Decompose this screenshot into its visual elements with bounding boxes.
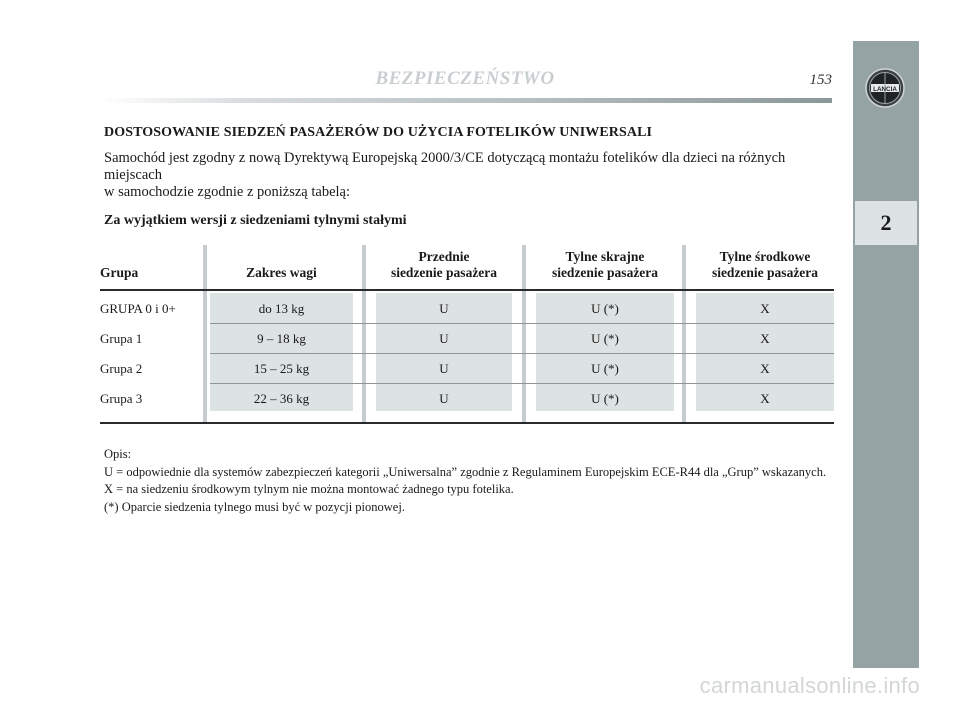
table-cell-rear-outer: U (*) bbox=[591, 361, 619, 376]
watermark: carmanualsonline.info bbox=[699, 673, 920, 698]
chapter-sidebar bbox=[853, 41, 919, 668]
header-rule bbox=[100, 98, 832, 103]
table-cell-rear-center: X bbox=[760, 301, 770, 316]
table-bottom-rule bbox=[100, 422, 834, 424]
intro-paragraph bbox=[104, 150, 834, 201]
table-cell-rear-outer: U (*) bbox=[591, 331, 619, 346]
chapter-number-tab: 2 bbox=[855, 201, 917, 245]
table-cell-front: U bbox=[439, 361, 449, 376]
table-cell-group: Grupa 2 bbox=[100, 361, 143, 376]
lancia-logo-icon bbox=[865, 68, 905, 108]
table-cell-weight: do 13 kg bbox=[258, 301, 305, 316]
table-cell-weight: 9 – 18 kg bbox=[257, 331, 306, 346]
column-separator bbox=[682, 245, 686, 422]
table-cell-rear-outer: U (*) bbox=[591, 301, 619, 316]
table-cell-front: U bbox=[439, 301, 449, 316]
note-u: U = odpowiednie dla systemów zabezpieczeń kategorii „Uniwersalna” zgodnie z Regulaminem Europejskim ECE-R44 dla „Grup” wskazanych. bbox=[104, 464, 827, 479]
table-cell-group: Grupa 3 bbox=[100, 391, 143, 406]
header-grupa: Grupa bbox=[100, 265, 139, 280]
intro-line: Samochód jest zgodny z nową Dyrektywą Europejską 2000/3/CE dotyczącą montażu fotelików dla dzieci na różnych miejscach bbox=[104, 150, 786, 183]
header-zakres-wagi: Zakres wagi bbox=[246, 265, 317, 280]
column-separator bbox=[203, 245, 207, 422]
row-separator bbox=[210, 383, 834, 384]
table-cell-group: Grupa 1 bbox=[100, 331, 143, 346]
column-separator bbox=[362, 245, 366, 422]
table-cell-weight: 22 – 36 kg bbox=[253, 391, 310, 406]
table-cell-rear-outer: U (*) bbox=[591, 391, 619, 406]
running-header-title: BEZPIECZEŃSTWO bbox=[375, 68, 555, 89]
table-cell-front: U bbox=[439, 331, 449, 346]
section-heading: DOSTOSOWANIE SIEDZEŃ PASAŻERÓW DO UŻYCIA FOTELIKÓW UNIWERSALI bbox=[104, 125, 653, 140]
header-przednie: Przednie siedzenie pasażera bbox=[390, 249, 498, 280]
row-separator bbox=[210, 323, 834, 324]
table-subheading: Za wyjątkiem wersji z siedzeniami tylnymi stałymi bbox=[104, 213, 407, 228]
note-x: X = na siedzeniu środkowym tylnym nie można montować żadnego typu fotelika. bbox=[104, 482, 514, 496]
table-cell-weight: 15 – 25 kg bbox=[253, 361, 310, 376]
child-seat-table bbox=[100, 245, 834, 425]
page-number: 153 bbox=[809, 72, 832, 88]
note-asterisk: (*) Oparcie siedzenia tylnego musi być w pozycji pionowej. bbox=[104, 499, 405, 514]
column-separator bbox=[522, 245, 526, 422]
header-tylne-skrajne: Tylne skrajne siedzenie pasażera bbox=[551, 249, 659, 280]
table-cell-rear-center: X bbox=[760, 391, 770, 406]
table-cell-front: U bbox=[439, 391, 449, 406]
row-separator bbox=[210, 353, 834, 354]
table-cell-rear-center: X bbox=[760, 331, 770, 346]
legend-notes bbox=[104, 446, 844, 516]
table-cell-group: GRUPA 0 i 0+ bbox=[100, 301, 176, 316]
intro-line: w samochodzie zgodnie z poniższą tabelą: bbox=[104, 184, 350, 200]
svg-text:LANCIA: LANCIA bbox=[873, 85, 897, 93]
table-cell-rear-center: X bbox=[760, 361, 770, 376]
header-tylne-srodkowe: Tylne środkowe siedzenie pasażera bbox=[711, 249, 819, 280]
header-rule bbox=[100, 289, 834, 291]
notes-title: Opis: bbox=[104, 447, 132, 461]
